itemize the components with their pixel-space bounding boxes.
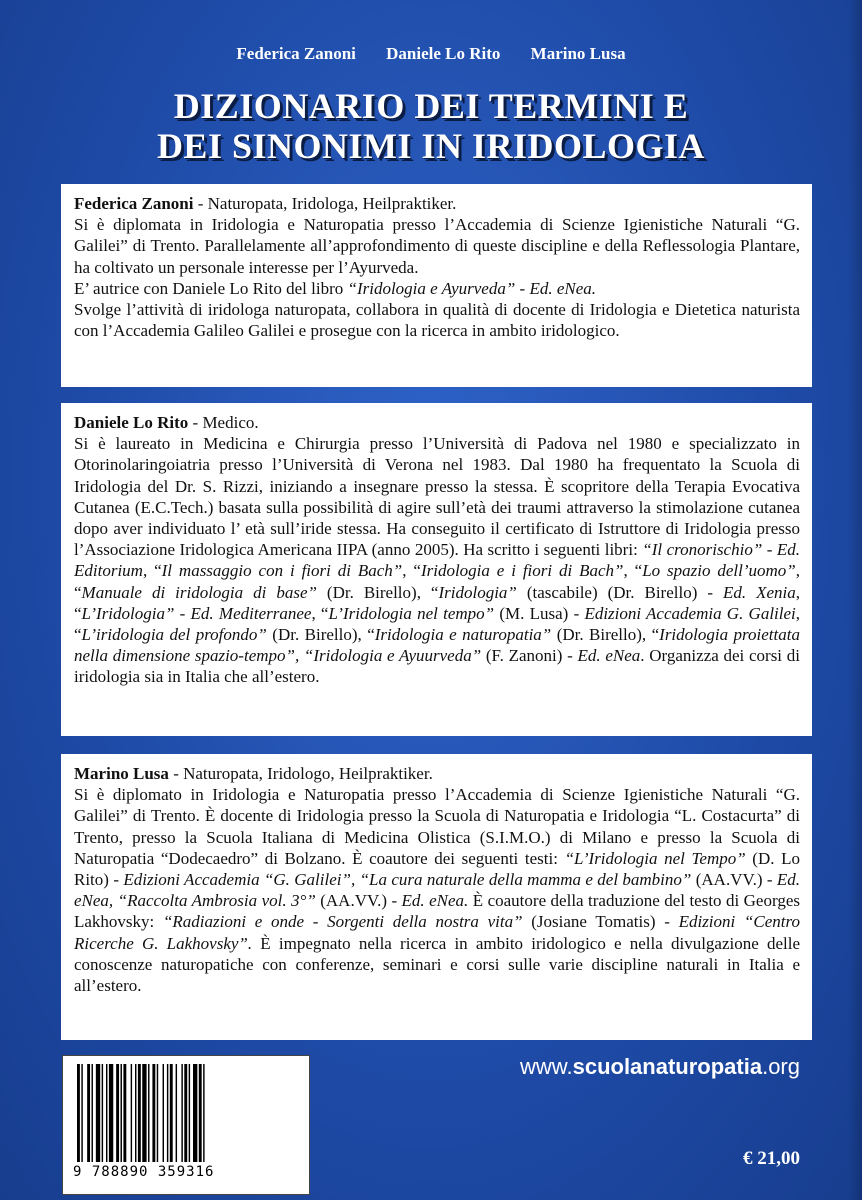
book-reference: L’iridologia del profondo” bbox=[81, 625, 267, 645]
bio-text: È impegnato nella ricerca in ambito iridologico e nella divulgazione delle conoscenze naturopatiche con conferenze, seminari e corsi sulle varie discipline naturali in Italia e all’estero. bbox=[74, 933, 800, 996]
barcode-bar bbox=[109, 1064, 113, 1162]
bio-text: E’ autrice con Daniele Lo Rito del libro bbox=[74, 278, 348, 298]
bio-paragraph: Si è diplomata in Iridologia e Naturopatia presso l’Accademia di Scienze Igienistiche Naturali “G. Galilei” di Trento. Parallelamente all’approfondimento di queste discipline e della Reflessologia Plantare, ha coltivato un personale interesse per l’Ayurveda. bbox=[74, 215, 800, 277]
title-line: DIZIONARIO DEI TERMINI E bbox=[173, 86, 689, 126]
barcode-bar bbox=[157, 1064, 158, 1162]
book-title bbox=[0, 86, 862, 166]
bio-role: - Naturopata, Iridologa, Heilpraktiker. bbox=[193, 194, 457, 213]
bio-text: (Josiane Tomatis) bbox=[522, 912, 665, 932]
barcode-bar bbox=[135, 1064, 136, 1162]
book-reference: Iridologia e i fiori di Bach” bbox=[420, 561, 624, 581]
book-reference: - Ed. eNea, “Raccolta Ambrosia vol. 3°” bbox=[74, 870, 801, 911]
barcode-bar bbox=[81, 1064, 82, 1162]
book-reference: Iridologia e naturopatia” bbox=[374, 625, 552, 645]
author-list bbox=[0, 44, 862, 64]
bio-text: , “ bbox=[142, 561, 162, 581]
barcode-bar bbox=[148, 1064, 149, 1162]
bio-text: (D. Lo Rito) bbox=[74, 848, 800, 890]
bio-text: (AA.VV.) bbox=[315, 891, 392, 911]
barcode-bar bbox=[193, 1064, 197, 1162]
book-reference: “L’Iridologia nel Tempo” bbox=[564, 848, 746, 868]
barcode-bars bbox=[77, 1064, 297, 1162]
book-reference: - Edizioni Accademia “G. Galilei”, “La cura naturale della mamma e del bambino” bbox=[113, 870, 692, 890]
barcode-bar bbox=[92, 1064, 93, 1162]
book-reference: - Ed. Xenia bbox=[707, 582, 796, 602]
book-reference: - Edizioni “Centro Ricerche G. Lakhovsky”. bbox=[74, 912, 800, 953]
book-reference: Manuale di iridologia di base” bbox=[81, 582, 317, 602]
barcode-bar bbox=[121, 1064, 122, 1162]
bio-paragraph bbox=[74, 278, 800, 299]
barcode-bar bbox=[167, 1064, 168, 1162]
bio-role: - Naturopata, Iridologo, Heilpraktiker. bbox=[168, 764, 433, 783]
bio-header bbox=[74, 193, 800, 214]
barcode-bar bbox=[152, 1064, 155, 1162]
bio-text: (F. Zanoni) bbox=[481, 646, 568, 666]
bio-name: Marino Lusa bbox=[74, 764, 169, 783]
bio-name: Daniele Lo Rito bbox=[74, 413, 189, 432]
bio-lusa bbox=[61, 754, 812, 1040]
author-name: Marino Lusa bbox=[530, 44, 626, 63]
barcode-bar bbox=[170, 1064, 173, 1162]
book-reference: Iridologia proiettata nella dimensione spazio-tempo”, “Iridologia e Ayuurveda” bbox=[74, 625, 800, 666]
bio-text: , “ bbox=[311, 603, 329, 623]
book-reference: Il massaggio con i fiori di Bach” bbox=[161, 561, 403, 581]
bio-role: - Medico. bbox=[188, 413, 259, 432]
bio-paragraph: Svolge l’attività di iridologa naturopata, collabora in qualità di docente di Iridologia e Dietetica naturista con l’Accademia Galileo Galilei e prosegue con la ricerca in ambito iridologico. bbox=[74, 300, 800, 341]
website-suffix: .org bbox=[762, 1054, 800, 1079]
book-reference: Iridologia” bbox=[438, 582, 517, 602]
bio-text: Si è diplomato in Iridologia e Naturopatia presso l’Accademia di Scienze Igienistiche Naturali “G. Galilei” di Trento. È docente di Iridologia presso la Scuola di Naturopatia e Iridologia “L. Costacurta” di Trento, presso la Scuola Italiana di Medicina Olistica (S.I.M.O.) di Milano e presso la Scuola di Naturopatia “Dodecaedro” di Bolzano. È coautore dei seguenti testi: bbox=[74, 785, 800, 868]
book-reference: - Ed. eNea bbox=[567, 646, 641, 666]
barcode-bar bbox=[123, 1064, 126, 1162]
barcode-bar bbox=[181, 1064, 182, 1162]
bio-text: È coautore della traduzione del testo di Georges Lakhovsky: bbox=[74, 891, 800, 932]
barcode-bar bbox=[203, 1064, 204, 1162]
barcode-bar bbox=[87, 1064, 90, 1162]
author-name: Daniele Lo Rito bbox=[386, 44, 501, 63]
bio-text: (AA.VV.) bbox=[691, 870, 767, 890]
bio-header bbox=[74, 763, 800, 784]
bio-text: (M. Lusa) bbox=[494, 603, 574, 623]
publisher-website[interactable] bbox=[520, 1054, 800, 1080]
bio-text: , “ bbox=[74, 561, 801, 602]
barcode-bar bbox=[131, 1064, 132, 1162]
bio-text: (Dr. Birello), “ bbox=[316, 582, 439, 602]
author-name: Federica Zanoni bbox=[236, 44, 356, 63]
bio-paragraph bbox=[74, 433, 800, 687]
title-line: DEI SINONIMI IN IRIDOLOGIA bbox=[156, 126, 706, 166]
book-reference: “Iridologia e Ayurveda” - Ed. eNea. bbox=[347, 278, 597, 298]
barcode-bar bbox=[138, 1064, 141, 1162]
website-prefix: www. bbox=[520, 1054, 573, 1079]
barcode-bar bbox=[199, 1064, 202, 1162]
book-reference: L’Iridologia” - Ed. Mediterranee bbox=[81, 603, 312, 623]
bio-text: . Organizza dei corsi di iridologia sia in Italia che all’estero. bbox=[74, 646, 800, 687]
book-reference: “Il cronorischio” - Ed. Editorium bbox=[74, 540, 801, 581]
bio-paragraph bbox=[74, 784, 800, 996]
bio-zanoni bbox=[61, 184, 812, 387]
price-label: € 21,00 bbox=[743, 1148, 800, 1169]
book-reference: Lo spazio dell’uomo” bbox=[642, 561, 796, 581]
bio-text: , “ bbox=[74, 603, 801, 645]
bio-text: (tascabile) (Dr. Birello) bbox=[516, 582, 708, 602]
bio-text: , “ bbox=[74, 582, 801, 623]
barcode-bar bbox=[142, 1064, 146, 1162]
bio-name: Federica Zanoni bbox=[74, 194, 194, 213]
spine-shadow bbox=[848, 0, 862, 1200]
book-reference: - Ed. eNea. bbox=[391, 891, 469, 911]
barcode-bar bbox=[189, 1064, 190, 1162]
isbn-number: 9 788890 359316 bbox=[73, 1164, 215, 1180]
bio-text: , “ bbox=[402, 561, 421, 581]
bio-header bbox=[74, 412, 800, 433]
website-domain: scuolanaturopatia bbox=[572, 1054, 763, 1079]
bio-text: Si è laureato in Medicina e Chirurgia presso l’Università di Padova nel 1980 e specializzato in Otorinolaringoiatria presso l’Università di Verona nel 1983. Dal 1980 ha frequentato la Scuola di Iridologia del Dr. S. Rizzi, iniziando a insegnare presso la stessa. È scopritore della Terapia Evocativa Cutanea (E.C.Tech.) basata sulla possibilità di agire sull’età dei traumi attraverso la stimolazione cutanea dopo aver individuato l’ età sull’iride stessa. Ha conseguito il certificato di Istruttore di Iridologia presso l’Associazione Iridologica Americana IIPA (anno 2005). Ha scritto i seguenti libri: bbox=[74, 434, 800, 560]
barcode-bar bbox=[176, 1064, 177, 1162]
bio-text: , “ bbox=[623, 561, 643, 581]
bio-text: (Dr. Birello), “ bbox=[551, 625, 660, 645]
barcode-bar bbox=[116, 1064, 119, 1162]
barcode-bar bbox=[96, 1064, 100, 1162]
barcode-bar bbox=[77, 1064, 80, 1162]
book-reference: “Radiazioni e onde - Sorgenti della nostra vita” bbox=[162, 912, 523, 932]
isbn-barcode bbox=[62, 1055, 310, 1195]
book-reference: L’Iridologia nel tempo” bbox=[328, 603, 495, 623]
barcode-bar bbox=[106, 1064, 107, 1162]
bio-lo-rito bbox=[61, 403, 812, 736]
barcode-bar bbox=[184, 1064, 187, 1162]
bio-text: (Dr. Birello), “ bbox=[266, 625, 375, 645]
barcode-bar bbox=[102, 1064, 103, 1162]
barcode-bar bbox=[163, 1064, 164, 1162]
book-reference: - Edizioni Accademia G. Galilei bbox=[573, 603, 796, 623]
